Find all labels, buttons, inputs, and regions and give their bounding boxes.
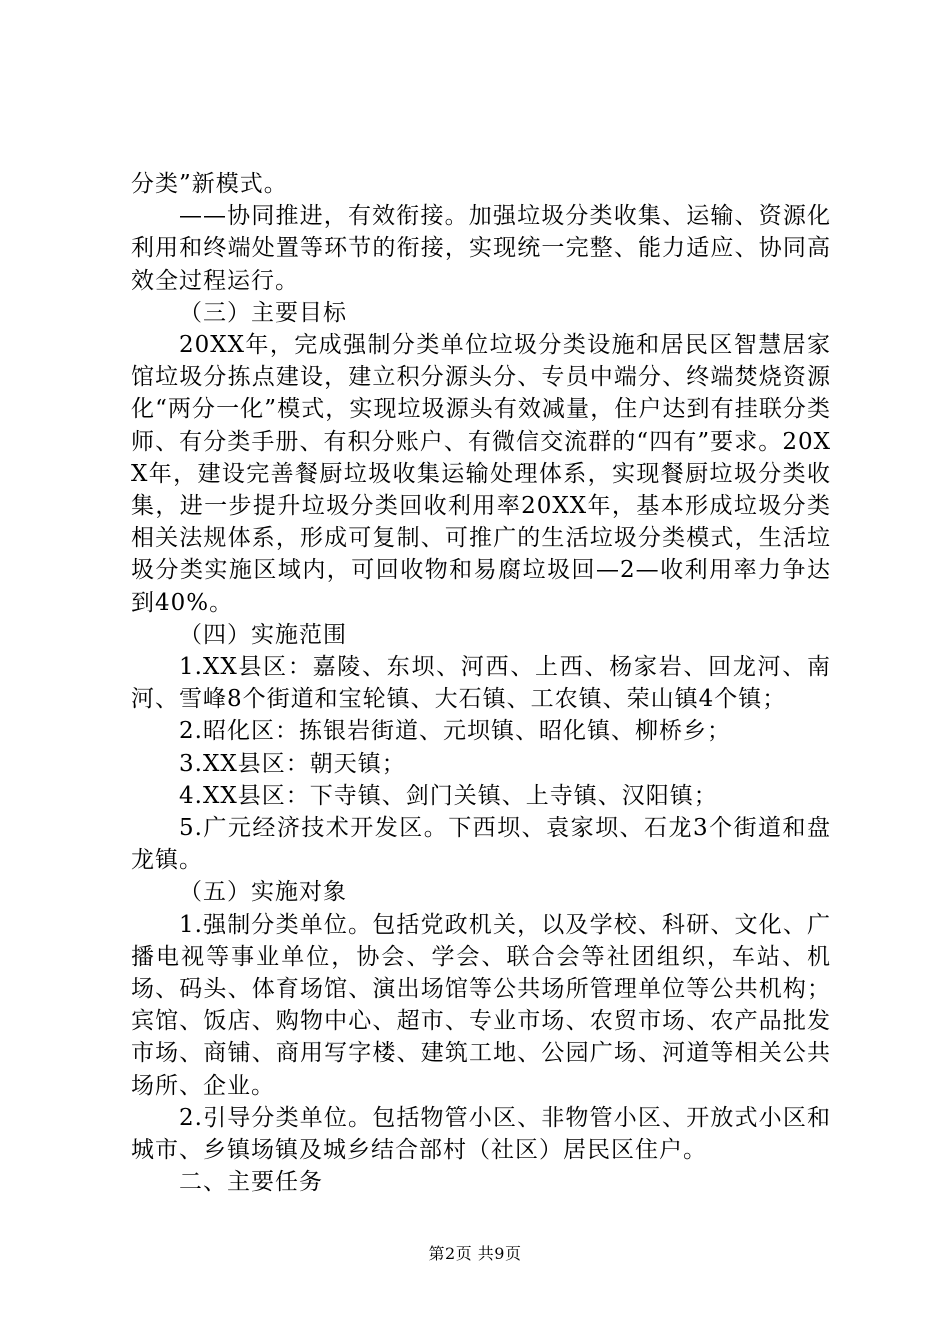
section-heading-main-goals: （三）主要目标 (179, 299, 347, 326)
paragraph-coordination: ——协同推进，有效衔接。加强垃圾分类收集、运输、资源化利用和终端处置等环节的衔接，实现统一完整、能力适应、协同高效全过程运行。 (131, 203, 831, 294)
page-footer: 第2页 共9页 (428, 1244, 522, 1263)
scope-item-1: 1.XX县区：嘉陵、东坝、河西、上西、杨家岩、回龙河、南河、雪峰8个街道和宝轮镇、大石镇、工农镇、荣山镇4个镇； (131, 654, 831, 713)
target-item-2: 2.引导分类单位。包括物管小区、非物管小区、开放式小区和城市、乡镇场镇及城乡结合部村（社区）居民区住户。 (131, 1104, 831, 1164)
scope-item-5: 5.广元经济技术开发区。下西坝、袁家坝、石龙3个街道和盘龙镇。 (131, 815, 831, 874)
section-heading-targets: （五）实施对象 (179, 879, 347, 906)
target-item-1: 1.强制分类单位。包括党政机关，以及学校、科研、文化、广播电视等事业单位，协会、学会、联合会等社团组织，车站、机场、码头、体育场馆、演出场馆等公共场所管理单位等公共机构；宾馆、饭店、购物中心、超市、专业市场、农贸市场、农产品批发市场、商铺、商用写字楼、建筑工地、公园广场、河道等相关公共场所、企业。 (131, 911, 831, 1099)
scope-item-4: 4.XX县区：下寺镇、剑门关镇、上寺镇、汉阳镇； (179, 782, 718, 809)
paragraph-continuation: 分类”新模式。 (131, 171, 288, 197)
paragraph-goals: 20XX年，完成强制分类单位垃圾分类设施和居民区智慧居家馆垃圾分拣点建设，建立积分源头分、专员中端分、终端焚烧资源化“两分一化”模式，实现垃圾源头有效减量，住户达到有挂联分类师、有分类手册、有积分账户、有微信交流群的“四有”要求。20XX年，建设完善餐厨垃圾收集运输处理体系，实现餐厨垃圾分类收集，进一步提升垃圾分类回收利用率20XX年，基本形成垃圾分类相关法规体系，形成可复制、可推广的生活垃圾分类模式，生活垃圾分类实施区域内，可回收物和易腐垃圾回—2—收利用率力争达到40%。 (131, 332, 831, 616)
document-body (131, 168, 831, 1199)
scope-item-3: 3.XX县区：朝天镇； (179, 750, 406, 777)
section-heading-scope: （四）实施范围 (179, 621, 347, 648)
scope-item-2: 2.昭化区：拣银岩街道、元坝镇、昭化镇、柳桥乡； (179, 718, 731, 745)
section-heading-main-tasks: 二、主要任务 (179, 1169, 323, 1196)
